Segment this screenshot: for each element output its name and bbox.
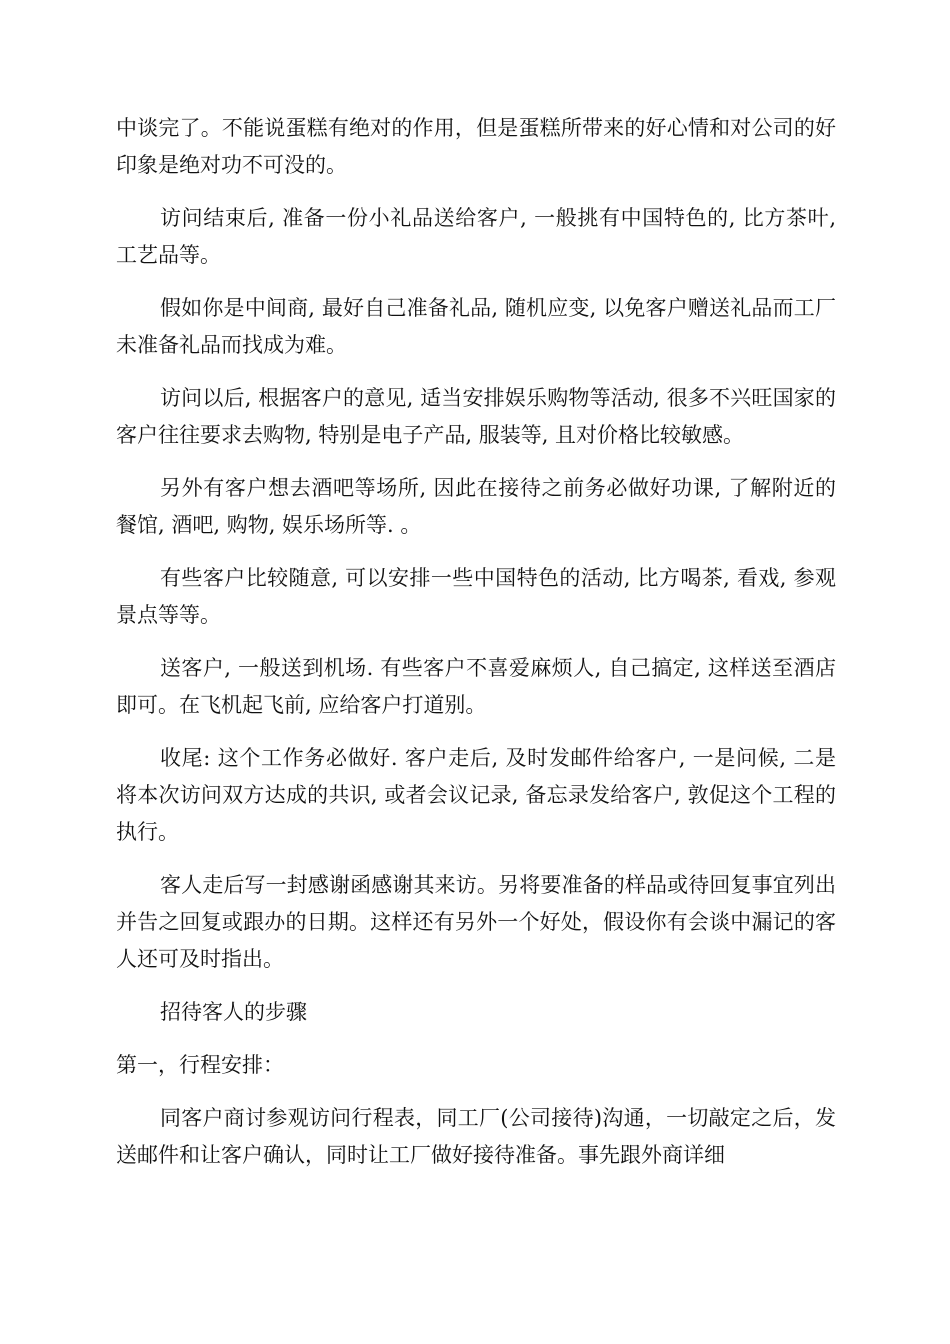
paragraph: 同客户商讨参观访问行程表，同工厂(公司接待)沟通，一切敲定之后，发送邮件和让客户确认，同时让工厂做好接待准备。事先跟外商详细 [116,1106,836,1167]
document-body [116,110,836,1190]
paragraph: 另外有客户想去酒吧等场所, 因此在接待之前务必做好功课, 了解附近的餐馆, 酒吧, 购物, 娱乐场所等. 。 [116,476,836,537]
paragraph: 收尾: 这个工作务必做好. 客户走后, 及时发邮件给客户, 一是问候, 二是将本次访问双方达成的共识, 或者会议记录, 备忘录发给客户, 敦促这个工程的执行。 [116,746,836,844]
subsection-heading: 第一，行程安排： [116,1053,284,1077]
paragraph: 客人走后写一封感谢函感谢其来访。另将要准备的样品或待回复事宜列出并告之回复或跟办的日期。这样还有另外一个好处，假设你有会谈中漏记的客人还可及时指出。 [116,873,836,971]
paragraph: 访问结束后, 准备一份小礼品送给客户, 一般挑有中国特色的, 比方茶叶, 工艺品等。 [116,206,836,267]
paragraph: 假如你是中间商, 最好自己准备礼品, 随机应变, 以免客户赠送礼品而工厂未准备礼品而找成为难。 [116,296,836,357]
section-heading: 招待客人的步骤 [160,1000,307,1024]
paragraph: 访问以后, 根据客户的意见, 适当安排娱乐购物等活动, 很多不兴旺国家的客户往往要求去购物, 特别是电子产品, 服装等, 且对价格比较敏感。 [116,386,836,447]
paragraph: 中谈完了。不能说蛋糕有绝对的作用，但是蛋糕所带来的好心情和对公司的好印象是绝对功不可没的。 [116,116,836,177]
paragraph: 送客户, 一般送到机场. 有些客户不喜爱麻烦人, 自己搞定, 这样送至酒店即可。在飞机起飞前, 应给客户打道别。 [116,656,836,717]
paragraph: 有些客户比较随意, 可以安排一些中国特色的活动, 比方喝茶, 看戏, 参观景点等等。 [116,566,836,627]
